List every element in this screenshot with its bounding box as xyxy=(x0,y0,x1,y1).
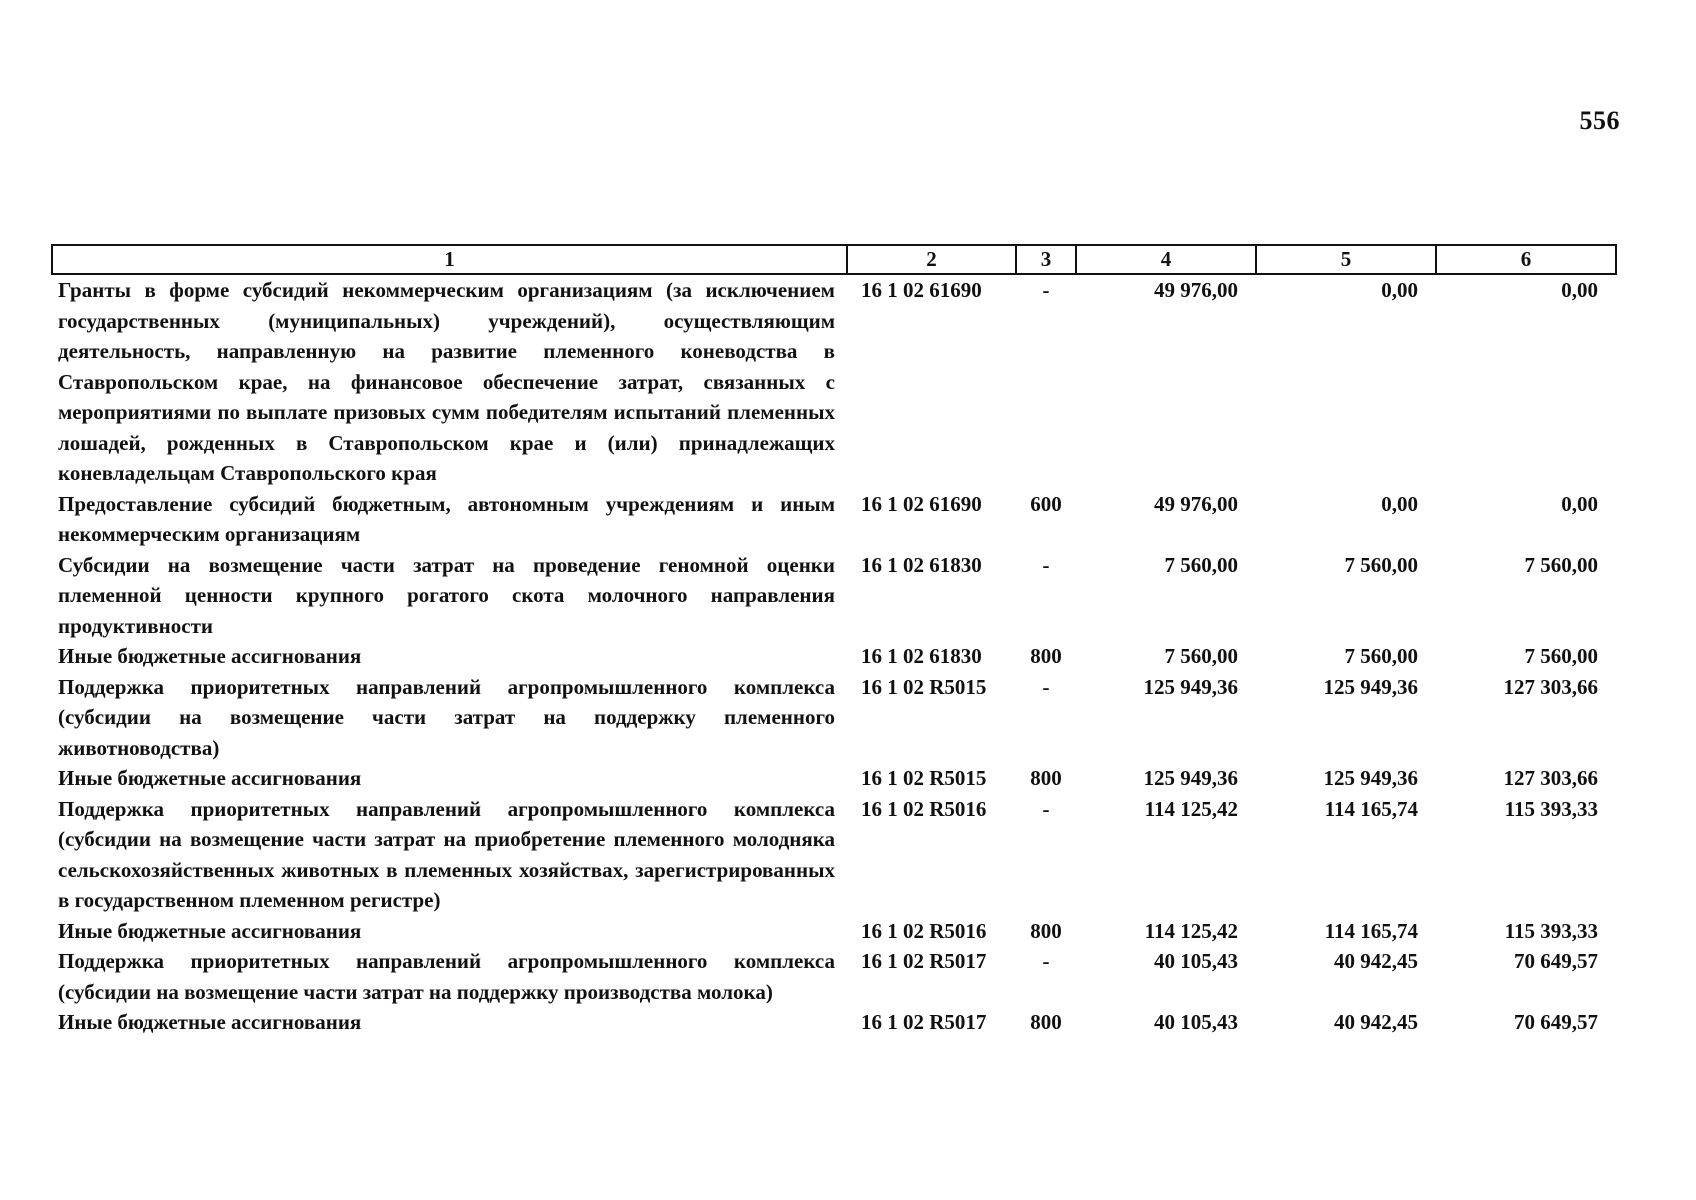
row-amount-col-4: 114 125,42 xyxy=(1144,796,1238,821)
row-name: Субсидии на возмещение части затрат на проведение геномной оценки племенной ценности крупного рогатого скота молочного направления продуктивности xyxy=(58,552,835,638)
row-target-code: 16 1 02 R5016 xyxy=(861,796,987,821)
table-header xyxy=(52,245,1616,274)
header-col-1: 1 xyxy=(52,245,847,274)
row-target-code: 16 1 02 61690 xyxy=(861,278,982,302)
row-amount-col-4: 114 125,42 xyxy=(1144,918,1238,943)
table-row xyxy=(52,672,1616,764)
table-row xyxy=(52,489,1616,550)
row-amount-col-5: 125 949,36 xyxy=(1323,674,1418,699)
row-amount-col-4: 125 949,36 xyxy=(1143,674,1238,699)
row-expense-type: 800 xyxy=(1030,766,1062,790)
row-amount-col-5: 0,00 xyxy=(1381,278,1418,302)
row-name: Поддержка приоритетных направлений агропромышленного комплекса (субсидии на возмещение части затрат на поддержку производства молока) xyxy=(58,949,835,1004)
row-expense-type: - xyxy=(1042,674,1050,699)
row-expense-type: 600 xyxy=(1030,491,1062,516)
row-amount-col-6: 127 303,66 xyxy=(1503,674,1598,699)
row-target-code: 16 1 02 R5016 xyxy=(861,918,987,943)
header-row xyxy=(52,245,1616,274)
row-target-code: 16 1 02 R5017 xyxy=(861,1010,987,1034)
row-name: Поддержка приоритетных направлений агропромышленного комплекса (субсидии на возмещение части затрат на поддержку племенного животноводства) xyxy=(58,674,835,760)
row-amount-col-6: 70 649,57 xyxy=(1514,1010,1598,1034)
row-amount-col-6: 70 649,57 xyxy=(1514,949,1598,973)
row-amount-col-5: 40 942,45 xyxy=(1334,1010,1418,1034)
row-expense-type: - xyxy=(1042,949,1050,973)
row-amount-col-4: 7 560,00 xyxy=(1164,644,1238,668)
header-col-5: 5 xyxy=(1256,245,1436,274)
row-target-code: 16 1 02 61830 xyxy=(861,552,982,577)
row-name: Иные бюджетные ассигнования xyxy=(58,766,362,790)
row-expense-type: 800 xyxy=(1030,1010,1062,1034)
table-body xyxy=(52,274,1616,1038)
row-amount-col-5: 125 949,36 xyxy=(1323,766,1418,790)
row-target-code: 16 1 02 61830 xyxy=(861,644,982,668)
row-amount-col-5: 0,00 xyxy=(1381,491,1418,516)
header-col-2: 2 xyxy=(847,245,1016,274)
row-amount-col-5: 114 165,74 xyxy=(1324,918,1418,943)
row-amount-col-6: 115 393,33 xyxy=(1504,796,1598,821)
table-row xyxy=(52,916,1616,947)
row-amount-col-4: 49 976,00 xyxy=(1154,278,1238,302)
row-target-code: 16 1 02 R5017 xyxy=(861,949,987,973)
table-row xyxy=(52,946,1616,1007)
row-expense-type: - xyxy=(1042,278,1050,302)
row-amount-col-4: 7 560,00 xyxy=(1164,552,1238,577)
table-row xyxy=(52,1007,1616,1038)
row-amount-col-4: 40 105,43 xyxy=(1154,1010,1238,1034)
row-target-code: 16 1 02 R5015 xyxy=(861,766,987,790)
row-amount-col-5: 7 560,00 xyxy=(1344,552,1418,577)
header-col-6: 6 xyxy=(1436,245,1616,274)
row-name: Иные бюджетные ассигнования xyxy=(58,918,362,943)
table-row xyxy=(52,763,1616,794)
row-name: Предоставление субсидий бюджетным, автономным учреждениям и иным некоммерческим организациям xyxy=(58,491,835,546)
row-expense-type: 800 xyxy=(1030,644,1062,668)
row-target-code: 16 1 02 R5015 xyxy=(861,674,987,699)
row-expense-type: - xyxy=(1042,796,1050,821)
header-col-3: 3 xyxy=(1016,245,1076,274)
row-amount-col-4: 40 105,43 xyxy=(1154,949,1238,973)
row-amount-col-5: 114 165,74 xyxy=(1324,796,1418,821)
row-name: Гранты в форме субсидий некоммерческим организациям (за исключением государственных (муниципальных) учреждений), осуществляющим деятельность, направленную на развитие племенного коневодства в Ставропольском крае, на финансовое обеспечение затрат, связанных с мероприятиями по выплате призовых сумм победителям испытаний племенных лошадей, рожденных в Ставропольском крае и (или) принадлежащих коневладельцам Ставропольского края xyxy=(58,278,835,485)
row-amount-col-6: 0,00 xyxy=(1561,491,1598,516)
row-amount-col-5: 7 560,00 xyxy=(1344,644,1418,668)
row-name: Иные бюджетные ассигнования xyxy=(58,644,362,668)
row-expense-type: - xyxy=(1042,552,1050,577)
table-row xyxy=(52,641,1616,672)
row-amount-col-4: 49 976,00 xyxy=(1154,491,1238,516)
table-row xyxy=(52,550,1616,642)
row-amount-col-4: 125 949,36 xyxy=(1143,766,1238,790)
row-amount-col-6: 0,00 xyxy=(1561,278,1598,302)
row-amount-col-6: 127 303,66 xyxy=(1503,766,1598,790)
budget-table xyxy=(51,244,1617,1038)
table-row xyxy=(52,794,1616,916)
row-amount-col-6: 115 393,33 xyxy=(1504,918,1598,943)
budget-table-container xyxy=(51,244,1615,1038)
row-name: Поддержка приоритетных направлений агропромышленного комплекса (субсидии на возмещение части затрат на приобретение племенного молодняка сельскохозяйственных животных в племенных хозяйствах, зарегистрированных в государственном племенном регистре) xyxy=(58,796,835,912)
header-col-4: 4 xyxy=(1076,245,1256,274)
table-row xyxy=(52,274,1616,489)
row-amount-col-5: 40 942,45 xyxy=(1334,949,1418,973)
row-target-code: 16 1 02 61690 xyxy=(861,491,982,516)
page-number: 556 xyxy=(1579,106,1620,135)
row-amount-col-6: 7 560,00 xyxy=(1524,644,1598,668)
row-expense-type: 800 xyxy=(1030,918,1062,943)
row-name: Иные бюджетные ассигнования xyxy=(58,1010,362,1034)
row-amount-col-6: 7 560,00 xyxy=(1524,552,1598,577)
